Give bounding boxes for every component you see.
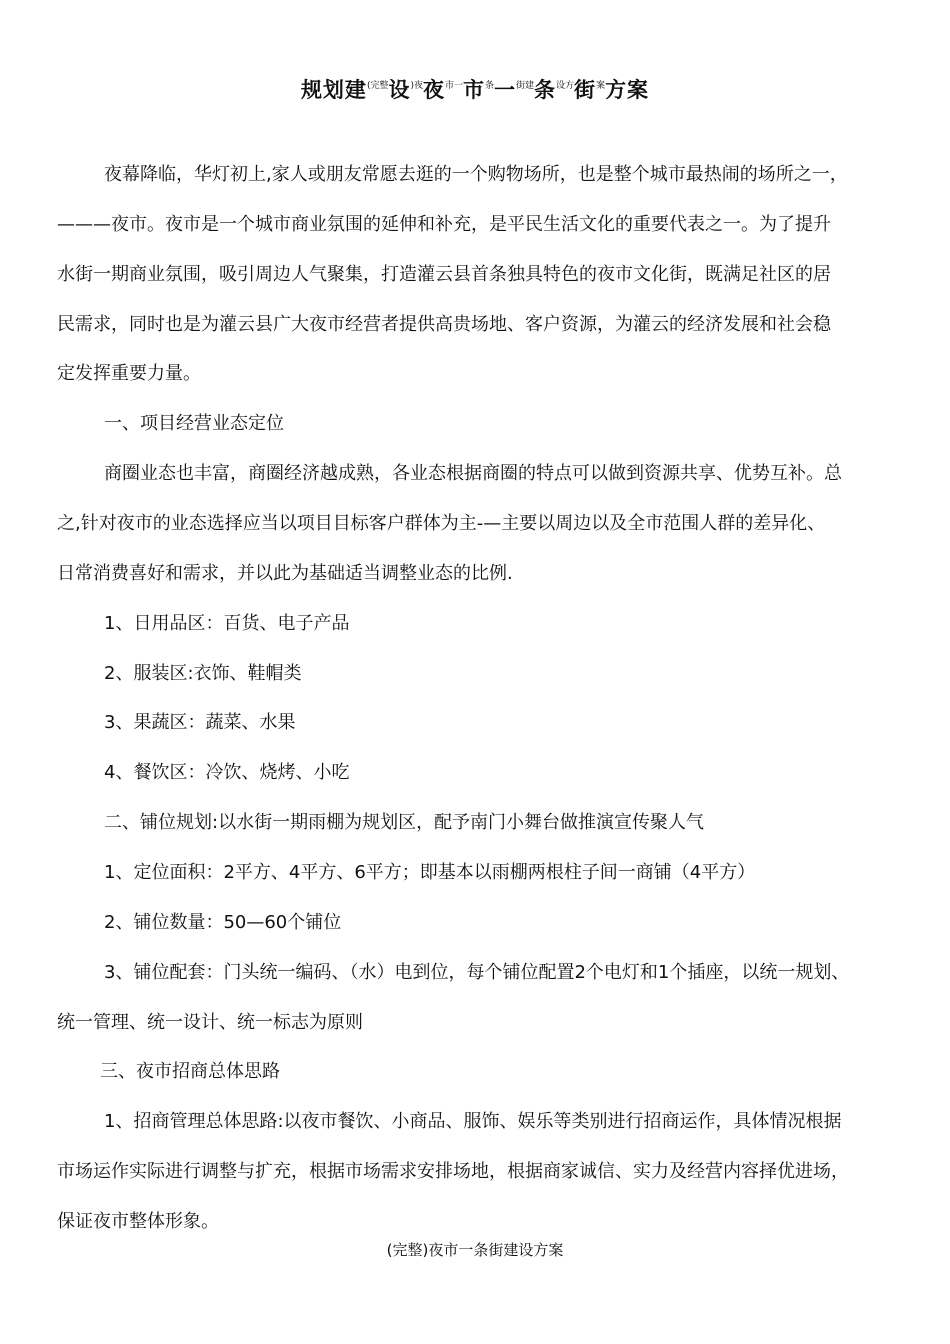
paragraph-line: 1、招商管理总体思路:以夜市餐饮、小商品、服饰、娱乐等类别进行招商运作，具体情况根据	[104, 1111, 842, 1132]
document-title	[0, 74, 950, 104]
title-fragment: 设	[388, 78, 411, 102]
paragraph-line: 3、果蔬区：蔬菜、水果	[104, 712, 296, 733]
paragraph-line: 1、日用品区：百货、电子产品	[104, 613, 350, 634]
paragraph-line: 二、铺位规划:以水街一期雨棚为规划区，配予南门小舞台做推演宣传聚人气	[104, 812, 705, 833]
paragraph-line: 2、服装区:衣饰、鞋帽类	[104, 663, 302, 684]
paragraph-line: 日常消费喜好和需求，并以此为基础适当调整业态的比例.	[57, 563, 513, 584]
title-fragment: 街	[574, 78, 597, 102]
title-fragment: 方案	[605, 78, 650, 102]
title-fragment: 市	[463, 78, 485, 102]
title-small-fragment: (完整	[366, 81, 389, 91]
paragraph-line: 统一管理、统一设计、统一标志为原则	[57, 1012, 363, 1033]
paragraph-line: 定发挥重要力量。	[57, 363, 201, 384]
paragraph-line: 4、餐饮区：冷饮、烧烤、小吃	[104, 762, 350, 783]
title-fragment: 夜	[422, 78, 445, 102]
page-footer: (完整)夜市一条街建设方案	[386, 1241, 564, 1259]
paragraph-line: 民需求，同时也是为灌云县广大夜市经营者提供高贵场地、客户资源，为灌云的经济发展和社会稳	[57, 314, 831, 335]
paragraph-line: 水街一期商业氛围，吸引周边人气聚集，打造灌云县首条独具特色的夜市文化街，既满足社区的居	[57, 264, 831, 285]
paragraph-line: 2、铺位数量：50—60个铺位	[104, 912, 342, 933]
paragraph-line: 一、项目经营业态定位	[104, 413, 284, 434]
title-fragment: 条	[534, 78, 557, 102]
title-small-fragment: 市一	[444, 81, 463, 91]
paragraph-line: ———夜市。夜市是一个城市商业氛围的延伸和补充，是平民生活文化的重要代表之一。为了提升	[57, 214, 831, 235]
paragraph-line: 3、铺位配套：门头统一编码、（水）电到位，每个铺位配置2个电灯和1个插座，以统一规划、	[104, 962, 850, 983]
paragraph-line: 市场运作实际进行调整与扩充，根据市场需求安排场地，根据商家诚信、实力及经营内容择优进场，	[57, 1161, 849, 1182]
paragraph-line: 之,针对夜市的业态选择应当以项目目标客户群体为主-—主要以周边以及全市范围人群的差异化、	[57, 513, 826, 534]
title-small-fragment: 案	[596, 81, 606, 91]
title-small-fragment: 设方	[556, 81, 575, 91]
paragraph-line: 商圈业态也丰富，商圈经济越成熟，各业态根据商圈的特点可以做到资源共享、优势互补。总	[104, 463, 842, 484]
paragraph-line: 保证夜市整体形象。	[57, 1211, 219, 1232]
title-small-fragment: 夜	[413, 81, 423, 91]
title-small-fragment: 条	[485, 81, 495, 91]
title-small-fragment: 街建	[516, 81, 535, 91]
title-fragment: 规划建	[300, 78, 367, 102]
paragraph-line: 1、定位面积：2平方、4平方、6平方；即基本以雨棚两根柱子间一商铺（4平方）	[104, 862, 756, 883]
title-small-fragment: )	[410, 81, 414, 91]
paragraph-line: 三、夜市招商总体思路	[100, 1061, 280, 1082]
title-fragment: 一	[494, 78, 517, 102]
paragraph-line: 夜幕降临，华灯初上,家人或朋友常愿去逛的一个购物场所，也是整个城市最热闹的场所之一，	[104, 164, 848, 185]
